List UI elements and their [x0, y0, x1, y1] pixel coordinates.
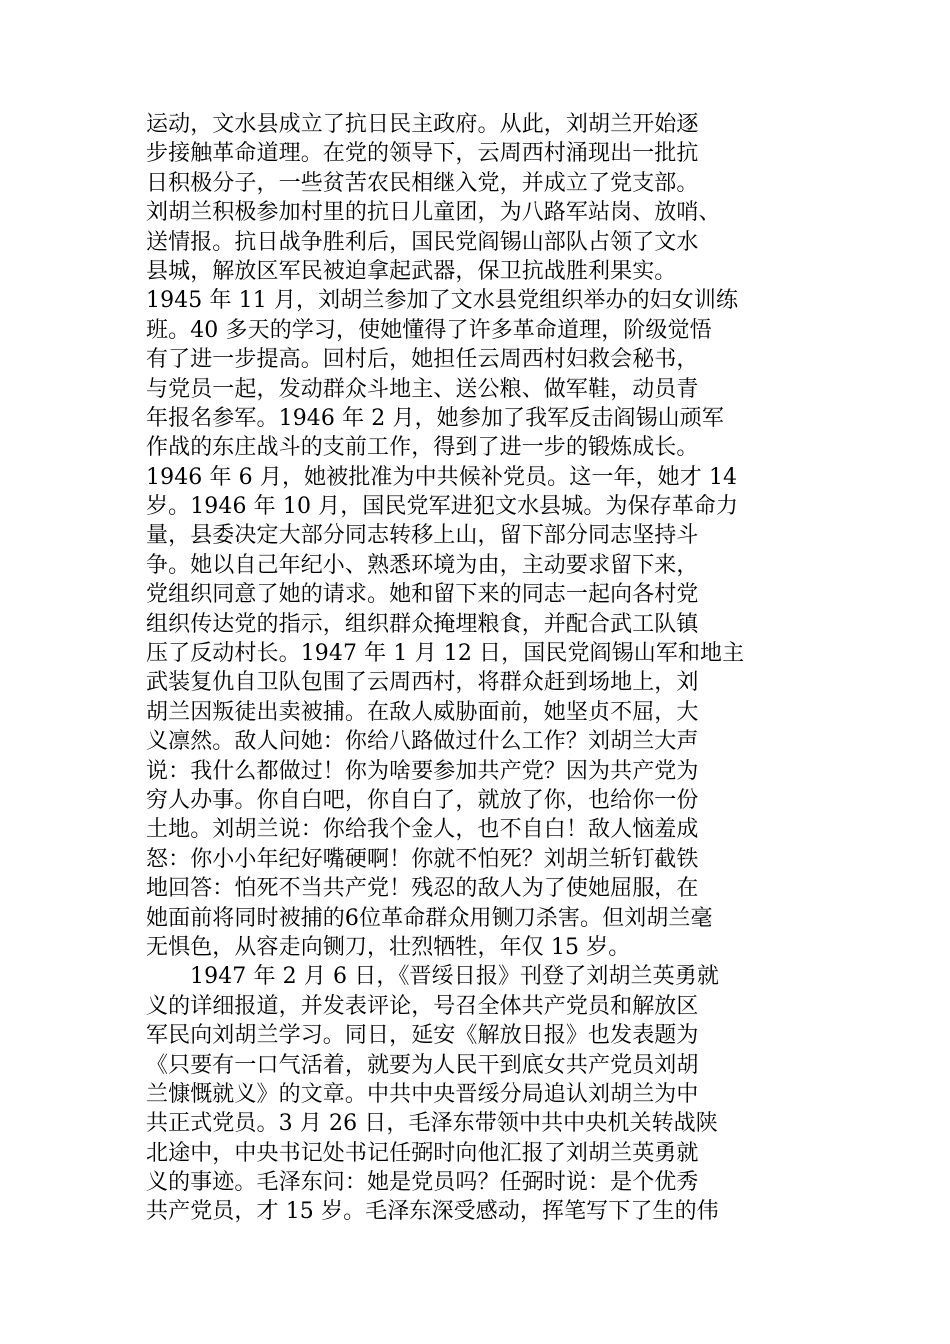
text-line: 量，县委决定大部分同志转移上山，留下部分同志坚持斗	[146, 523, 699, 549]
text-line: 送情报。抗日战争胜利后，国民党阎锡山部队占领了文水	[146, 229, 699, 255]
text-line: 作战的东庄战斗的支前工作，得到了进一步的锻炼成长。	[146, 435, 699, 461]
text-line: 义的事迹。毛泽东问：她是党员吗？任弼时说：是个优秀	[146, 1170, 699, 1196]
text-line: 义凛然。敌人问她：你给八路做过什么工作？刘胡兰大声	[146, 729, 699, 755]
text-line: 岁。1946 年 10 月，国民党军进犯文水县城。为保存革命力	[146, 494, 739, 520]
text-line: 她面前将同时被捕的6位革命群众用铡刀杀害。但刘胡兰毫	[146, 905, 713, 931]
text-line: 步接触革命道理。在党的领导下，云周西村涌现出一批抗	[146, 141, 699, 167]
document-body	[146, 110, 806, 1227]
text-line: 年报名参军。1946 年 2 月，她参加了我军反击阎锡山顽军	[146, 405, 724, 431]
text-line: 义的详细报道，并发表评论，号召全体共产党员和解放区	[146, 993, 699, 1019]
text-line: 压了反动村长。1947 年 1 月 12 日，国民党阎锡山军和地主	[146, 641, 745, 667]
text-line: 《只要有一口气活着，就要为人民干到底女共产党员刘胡	[146, 1052, 699, 1078]
text-line: 无惧色，从容走向铡刀，壮烈牺牲，年仅 15 岁。	[146, 934, 631, 960]
text-line: 党组织同意了她的请求。她和留下来的同志一起向各村党	[146, 582, 699, 608]
text-line: 1946 年 6 月，她被批准为中共候补党员。这一年，她才 14	[146, 464, 738, 490]
text-line: 兰慷慨就义》的文章。中共中央晋绥分局追认刘胡兰为中	[146, 1081, 699, 1107]
text-line: 土地。刘胡兰说：你给我个金人，也不自白！敌人恼羞成	[146, 817, 699, 843]
text-line: 日积极分子，一些贫苦农民相继入党，并成立了党支部。	[146, 170, 699, 196]
text-line: 穷人办事。你自白吧，你自白了，就放了你，也给你一份	[146, 787, 699, 813]
text-line: 共正式党员。3 月 26 日，毛泽东带领中共中央机关转战陕	[146, 1111, 718, 1137]
text-line: 组织传达党的指示，组织群众掩埋粮食，并配合武工队镇	[146, 611, 699, 637]
text-line: 县城，解放区军民被迫拿起武器，保卫抗战胜利果实。	[146, 258, 677, 284]
text-line: 与党员一起，发动群众斗地主、送公粮、做军鞋，动员青	[146, 376, 699, 402]
text-line: 1945 年 11 月，刘胡兰参加了文水县党组织举办的妇女训练	[146, 288, 739, 314]
text-line: 运动，文水县成立了抗日民主政府。从此，刘胡兰开始逐	[146, 112, 699, 137]
text-line: 争。她以自己年纪小、熟悉环境为由，主动要求留下来，	[146, 552, 699, 578]
text-line: 地回答：怕死不当共产党！残忍的敌人为了使她屈服，在	[146, 876, 699, 902]
text-line: 共产党员，才 15 岁。毛泽东深受感动，挥笔写下了生的伟	[146, 1199, 719, 1225]
text-line: 说：我什么都做过！你为啥要参加共产党？因为共产党为	[146, 758, 699, 784]
text-line: 怒：你小小年纪好嘴硬啊！你就不怕死？刘胡兰斩钉截铁	[146, 846, 699, 872]
text-line: 军民向刘胡兰学习。同日，延安《解放日报》也发表题为	[146, 1023, 699, 1049]
text-line: 胡兰因叛徒出卖被捕。在敌人威胁面前，她坚贞不屈，大	[146, 699, 699, 725]
paragraph-first-line: 1947 年 2 月 6 日，《晋绥日报》刊登了刘胡兰英勇就	[190, 964, 719, 990]
text-line: 有了进一步提高。回村后，她担任云周西村妇救会秘书，	[146, 347, 699, 373]
text-line: 刘胡兰积极参加村里的抗日儿童团，为八路军站岗、放哨、	[146, 200, 721, 226]
text-line: 武装复仇自卫队包围了云周西村，将群众赶到场地上，刘	[146, 670, 699, 696]
text-line: 北途中，中央书记处书记任弼时向他汇报了刘胡兰英勇就	[146, 1140, 699, 1166]
text-line: 班。40 多天的学习，使她懂得了许多革命道理，阶级觉悟	[146, 317, 712, 343]
